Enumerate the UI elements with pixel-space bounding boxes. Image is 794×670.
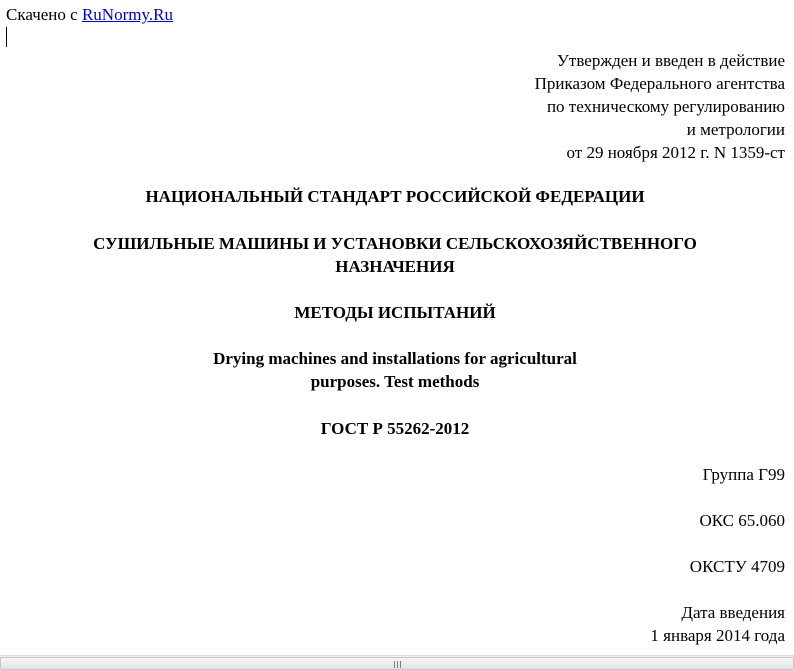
scrollbar-thumb[interactable]	[0, 657, 794, 670]
approval-block	[385, 49, 785, 164]
intro-date: 1 января 2014 года	[650, 626, 785, 645]
title-en-line2: purposes. Test methods	[310, 372, 480, 391]
approval-line: Утвержден и введен в действие	[556, 51, 785, 70]
document-title-en	[0, 347, 790, 393]
okstu-code: ОКСТУ 4709	[689, 557, 785, 576]
document-code: ГОСТ Р 55262-2012	[320, 419, 470, 438]
source-link[interactable]: RuNormy.Ru	[81, 5, 173, 24]
source-line	[6, 4, 173, 26]
source-prefix: Скачено с	[6, 5, 78, 24]
document-title-ru	[0, 232, 790, 278]
approval-line: от 29 ноября 2012 г. N 1359-ст	[566, 143, 785, 162]
intro-date-label: Дата введения	[681, 603, 785, 622]
title-en-line1: Drying machines and installations for agricultural	[213, 349, 577, 368]
approval-line: по техническому регулированию	[546, 97, 785, 116]
document-code-heading	[0, 417, 790, 440]
title-ru-line1: СУШИЛЬНЫЕ МАШИНЫ И УСТАНОВКИ СЕЛЬСКОХОЗЯЙСТВЕННОГО	[93, 234, 697, 253]
subtitle-ru: МЕТОДЫ ИСПЫТАНИЙ	[294, 303, 496, 322]
group-code: Группа Г99	[702, 465, 785, 484]
document-subtitle-ru	[0, 301, 790, 324]
standard-type: НАЦИОНАЛЬНЫЙ СТАНДАРТ РОССИЙСКОЙ ФЕДЕРАЦИИ	[145, 187, 645, 206]
horizontal-scrollbar[interactable]	[0, 655, 794, 670]
approval-line: Приказом Федерального агентства	[534, 74, 785, 93]
oks-code: ОКС 65.060	[699, 511, 785, 530]
title-ru-line2: НАЗНАЧЕНИЯ	[335, 257, 455, 276]
approval-line: и метрологии	[686, 120, 785, 139]
text-cursor	[6, 27, 7, 47]
grip-icon	[393, 661, 403, 668]
standard-type-heading	[0, 185, 790, 208]
